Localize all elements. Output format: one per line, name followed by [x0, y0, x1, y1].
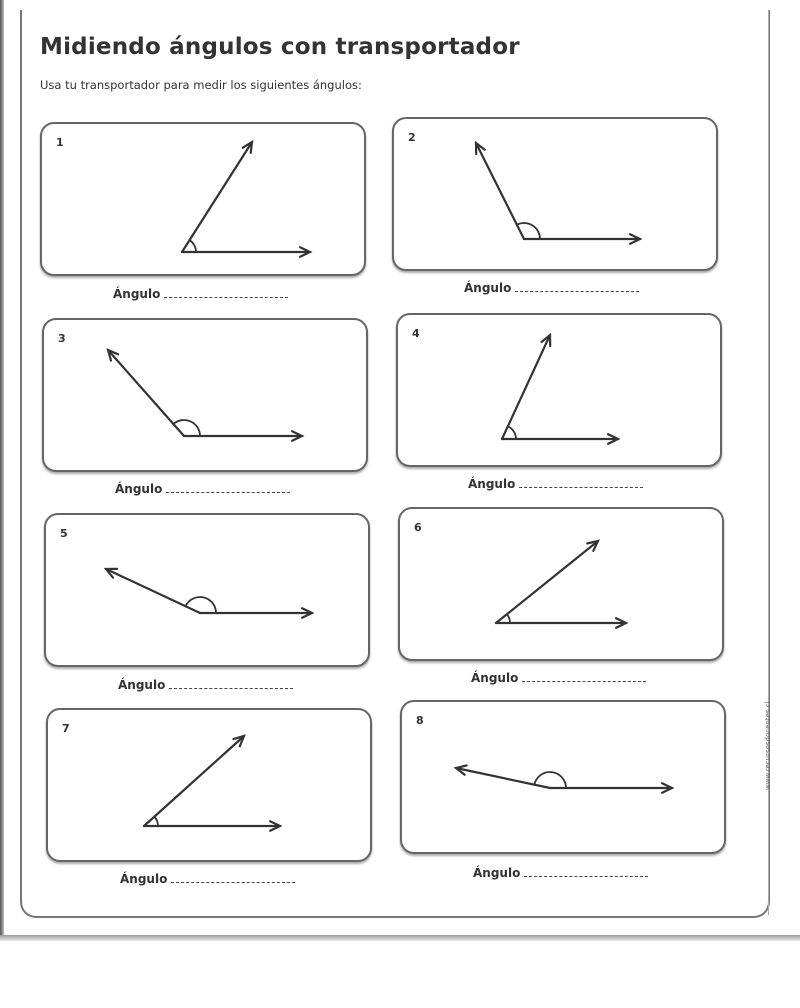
answer-label: Ángulo — [468, 477, 516, 491]
answer-row-5 — [118, 678, 293, 692]
answer-row-3 — [115, 482, 290, 496]
angle-arc — [507, 614, 510, 623]
angle-arc — [186, 597, 216, 613]
page-title: Midiendo ángulos con transportador — [40, 34, 520, 60]
instructions: Usa tu transportador para medir los siguientes ángulos: — [40, 78, 362, 92]
angle-figure — [42, 124, 364, 274]
angle-figure — [398, 315, 720, 465]
answer-label: Ángulo — [471, 671, 519, 685]
angle-number: 2 — [408, 131, 416, 144]
angle-card-5 — [44, 513, 370, 667]
answer-label: Ángulo — [113, 287, 161, 301]
angle-number: 7 — [62, 722, 70, 735]
angle-figure — [394, 119, 716, 269]
angle-arc — [190, 240, 196, 252]
angle-number: 5 — [60, 527, 68, 540]
answer-blank[interactable] — [164, 287, 288, 298]
angle-ray-side — [476, 143, 524, 239]
answer-label: Ángulo — [473, 866, 521, 880]
angle-figure — [402, 702, 724, 852]
angle-number: 8 — [416, 714, 424, 727]
answer-blank[interactable] — [524, 866, 648, 877]
answer-row-7 — [120, 872, 295, 886]
angle-ray-side — [496, 541, 598, 623]
answer-blank[interactable] — [515, 281, 639, 292]
angle-card-8 — [400, 700, 726, 854]
angle-ray-side — [106, 569, 200, 613]
answer-blank[interactable] — [169, 678, 293, 689]
angle-ray-side — [182, 142, 252, 252]
angle-card-4 — [396, 313, 722, 467]
answer-row-4 — [468, 477, 643, 491]
answer-label: Ángulo — [118, 678, 166, 692]
angle-arc — [154, 817, 158, 826]
angle-card-1 — [40, 122, 366, 276]
angle-number: 4 — [412, 327, 420, 340]
angle-number: 1 — [56, 136, 64, 149]
watermark: www.recursosdocentes.cl — [764, 701, 772, 790]
angle-card-6 — [398, 507, 724, 661]
answer-label: Ángulo — [115, 482, 163, 496]
scan-edge — [0, 0, 4, 935]
angle-ray-side — [144, 736, 244, 826]
answer-row-1 — [113, 287, 288, 301]
answer-label: Ángulo — [464, 281, 512, 295]
scan-shadow — [0, 935, 800, 941]
answer-blank[interactable] — [522, 671, 646, 682]
answer-row-2 — [464, 281, 639, 295]
angle-ray-side — [502, 335, 550, 439]
angle-ray-side — [456, 768, 550, 788]
angle-number: 6 — [414, 521, 422, 534]
answer-label: Ángulo — [120, 872, 168, 886]
answer-row-6 — [471, 671, 646, 685]
angle-figure — [400, 509, 722, 659]
angle-number: 3 — [58, 332, 66, 345]
answer-blank[interactable] — [171, 872, 295, 883]
angle-ray-side — [108, 350, 184, 436]
angle-card-2 — [392, 117, 718, 271]
angle-figure — [44, 320, 366, 470]
angle-card-7 — [46, 708, 372, 862]
angle-arc — [508, 426, 516, 439]
angle-figure — [48, 710, 370, 860]
answer-blank[interactable] — [519, 477, 643, 488]
angle-card-3 — [42, 318, 368, 472]
answer-blank[interactable] — [166, 482, 290, 493]
angle-figure — [46, 515, 368, 665]
answer-row-8 — [473, 866, 648, 880]
